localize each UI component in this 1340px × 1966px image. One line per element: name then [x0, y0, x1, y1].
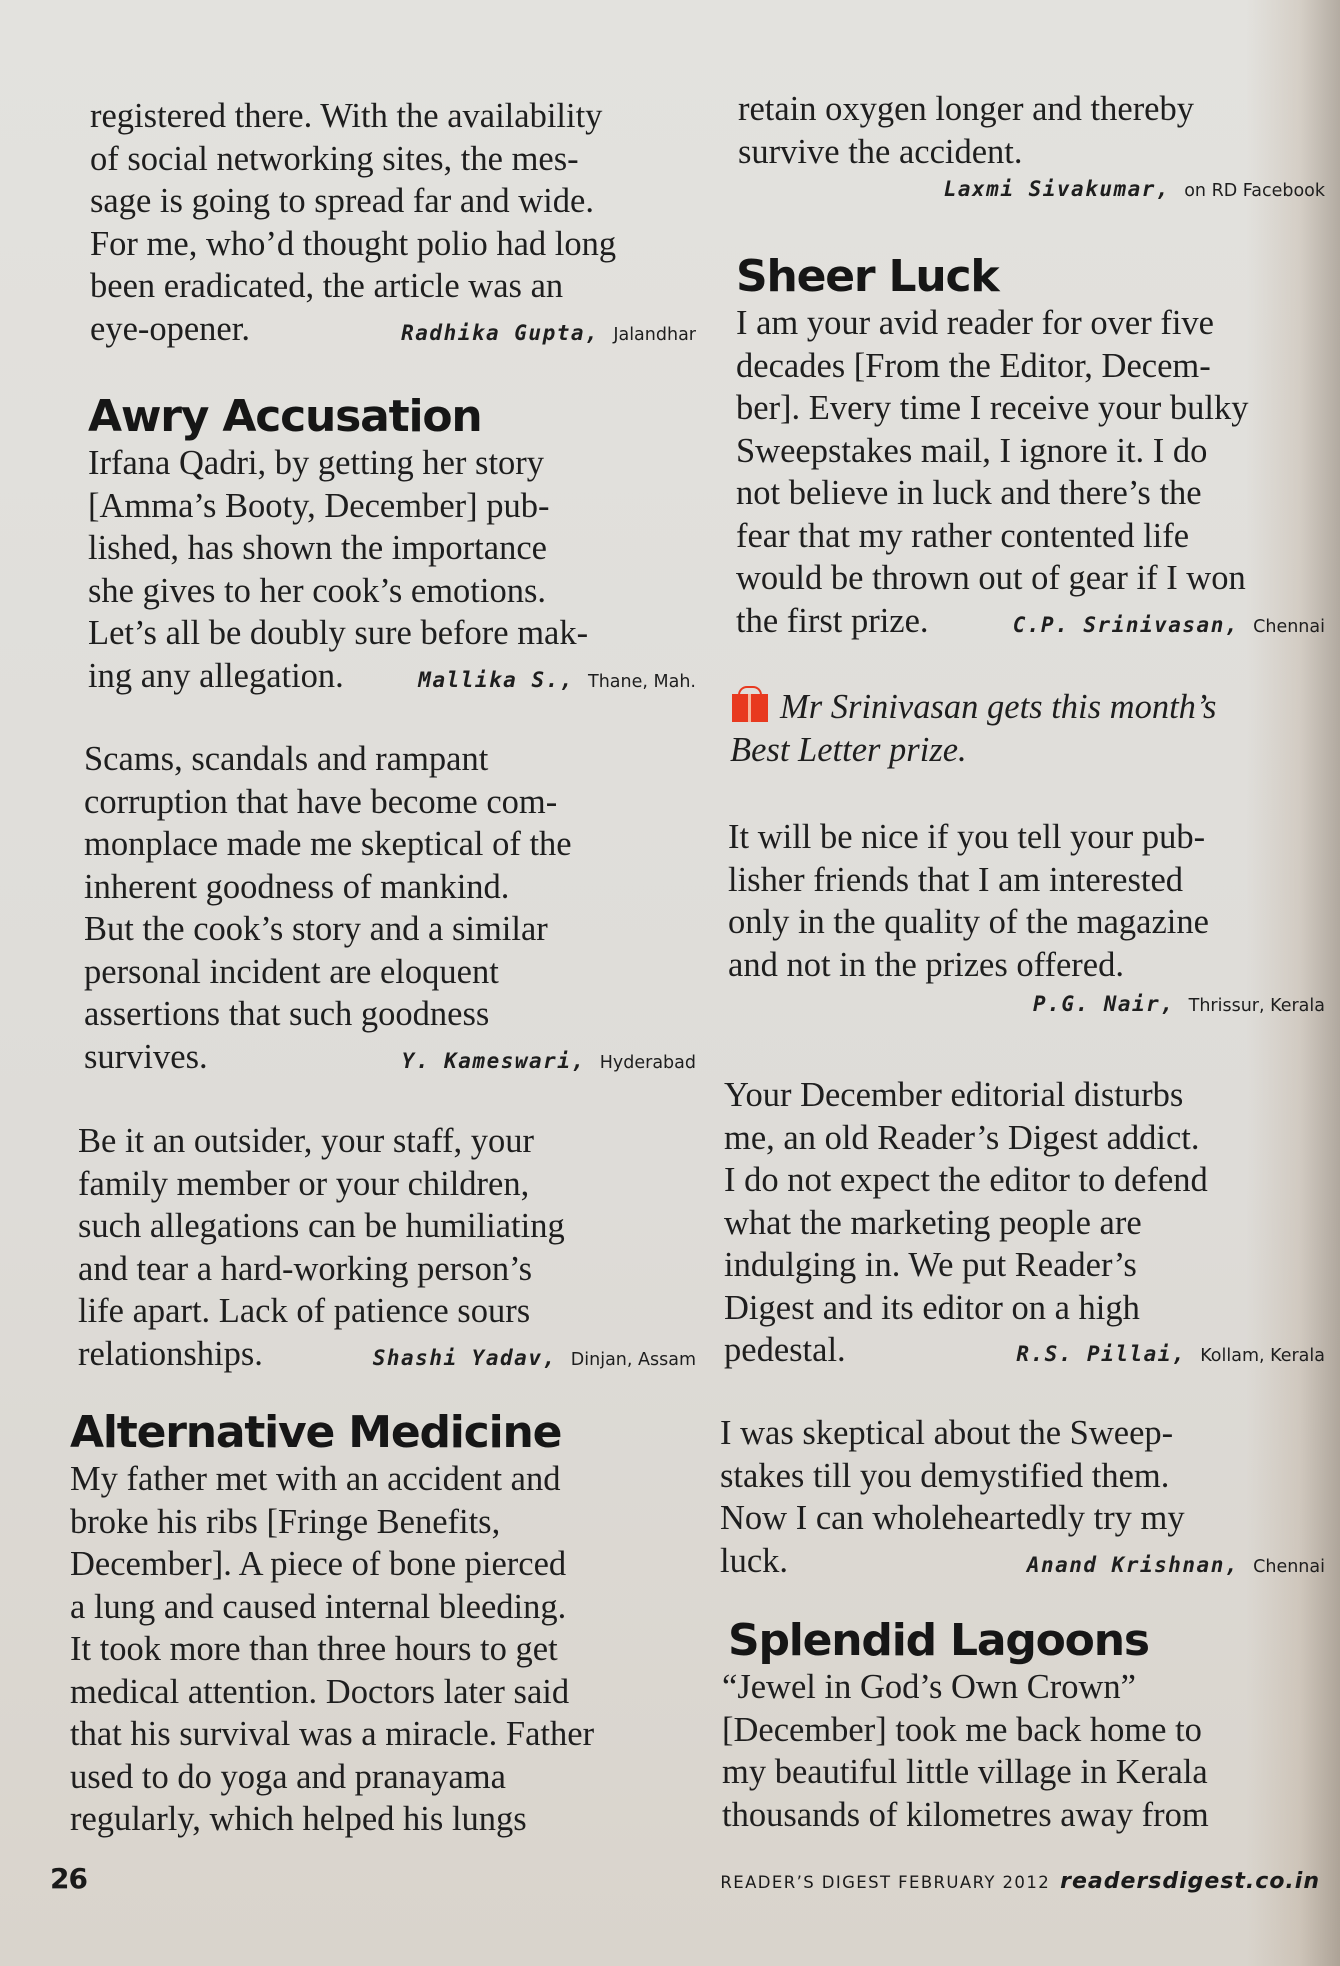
- letter-pg-nair: [728, 816, 1325, 1016]
- text-line: Let’s all be doubly sure before mak-: [88, 614, 589, 652]
- author-name: C.P. Srinivasan,: [1012, 612, 1239, 637]
- text-line: what the marketing people are: [724, 1203, 1142, 1242]
- footer-publication: [720, 1869, 1320, 1894]
- author-place: Jalandhar: [613, 324, 696, 345]
- text-line: and not in the prizes offered.: [728, 945, 1124, 984]
- text-line: I do not expect the editor to defend: [724, 1161, 1208, 1199]
- letter-anand-krishnan: [720, 1412, 1325, 1588]
- text-line-with-signature: [84, 1036, 696, 1085]
- text-line: lisher friends that I am interested: [728, 860, 1184, 899]
- text-line: I was skeptical about the Sweep-: [720, 1414, 1174, 1452]
- letter-body: [736, 302, 1325, 648]
- author-name: Radhika Gupta,: [401, 320, 600, 345]
- letter-signature: [401, 312, 696, 357]
- text-line: Scams, scandals and rampant: [84, 740, 489, 778]
- text-line: Be it an outsider, your staff, your: [78, 1122, 534, 1160]
- letter-signature: [373, 1337, 696, 1382]
- text-line: lished, has shown the importance: [88, 529, 547, 567]
- text-line: I am your avid reader for over five: [736, 304, 1214, 342]
- text-line: December]. A piece of bone pierced: [70, 1545, 567, 1583]
- letter-signature: [1016, 1333, 1325, 1378]
- text-line: she gives to her cook’s emotions.: [88, 571, 547, 610]
- text-line: It will be nice if you tell your pub-: [728, 818, 1206, 856]
- text-line: broke his ribs [Fringe Benefits,: [70, 1502, 501, 1541]
- letter-signature: [944, 177, 1325, 201]
- letter-body: [84, 738, 696, 1084]
- author-place: Chennai: [1253, 616, 1325, 637]
- author-name: Anand Krishnan,: [1026, 1552, 1239, 1577]
- text-line: [December] took me back home to: [722, 1710, 1202, 1749]
- text-line: assertions that such goodness: [84, 995, 490, 1033]
- text-line: Digest and its editor on a high: [724, 1288, 1140, 1327]
- text-line: ing any allegation.: [88, 656, 344, 695]
- letter-signature: [1033, 992, 1325, 1016]
- author-name: Mallika S.,: [418, 667, 574, 692]
- text-line: survives.: [84, 1037, 208, 1076]
- text-line: that his survival was a miracle. Father: [70, 1715, 595, 1753]
- section-heading: Sheer Luck: [736, 251, 999, 302]
- text-line: such allegations can be humiliating: [78, 1207, 565, 1245]
- text-line: Your December editorial disturbs: [724, 1076, 1184, 1114]
- text-line: indulging in. We put Reader’s: [724, 1246, 1137, 1284]
- letter-body: [70, 1458, 696, 1841]
- letter-body: [724, 1074, 1325, 1378]
- letter-body: [78, 1120, 696, 1381]
- text-line: “Jewel in God’s Own Crown”: [722, 1668, 1136, 1706]
- text-line: Irfana Qadri, by getting her story: [88, 444, 545, 482]
- author-place: Chennai: [1253, 1556, 1325, 1577]
- text-line: the first prize.: [736, 601, 929, 640]
- text-line: life apart. Lack of patience sours: [78, 1292, 531, 1330]
- text-line: not believe in luck and there’s the: [736, 474, 1202, 512]
- text-line: and tear a hard-working person’s: [78, 1249, 533, 1288]
- text-line: [Amma’s Booty, December] pub-: [88, 486, 550, 525]
- text-line-with-signature: [736, 600, 1325, 649]
- text-line-with-signature: [78, 1333, 696, 1382]
- letter-shashi-yadav: [78, 1120, 696, 1381]
- letter-body: [720, 1412, 1325, 1588]
- prize-line-1: Mr Srinivasan gets this month’s: [780, 688, 1217, 726]
- text-line: only in the quality of the magazine: [728, 903, 1209, 941]
- text-line-with-signature: [90, 308, 696, 357]
- author-name: Laxmi Sivakumar,: [943, 177, 1171, 201]
- text-line: For me, who’d thought polio had long: [90, 224, 617, 263]
- text-line: eye-opener.: [90, 309, 250, 348]
- author-place: Thane, Mah.: [588, 671, 696, 692]
- text-line-with-signature: [720, 1540, 1325, 1589]
- text-line: monplace made me skeptical of the: [84, 825, 572, 863]
- text-line: relationships.: [78, 1334, 263, 1373]
- text-line: corruption that have become com-: [84, 782, 558, 821]
- author-name: P.G. Nair,: [1033, 992, 1175, 1016]
- text-line: used to do yoga and pranayama: [70, 1757, 506, 1796]
- text-line: would be thrown out of gear if I won: [736, 559, 1246, 597]
- text-line: been eradicated, the article was an: [90, 267, 564, 305]
- author-name: R.S. Pillai,: [1016, 1342, 1187, 1366]
- text-line: stakes till you demystified them.: [720, 1456, 1170, 1495]
- text-line: a lung and caused internal bleeding.: [70, 1587, 567, 1626]
- text-line: of social networking sites, the mes-: [90, 139, 579, 178]
- page-number: 26: [50, 1862, 87, 1895]
- text-line: retain oxygen longer and thereby: [738, 90, 1194, 128]
- author-place: on RD Facebook: [1184, 181, 1325, 201]
- letter-signature: [1013, 604, 1325, 649]
- author-place: Hyderabad: [599, 1052, 696, 1073]
- text-line: But the cook’s story and a similar: [84, 910, 548, 948]
- section-heading: Awry Accusation: [88, 391, 482, 442]
- text-line: personal incident are eloquent: [84, 952, 499, 991]
- letter-y-kameswari: [84, 738, 696, 1084]
- text-line: registered there. With the availability: [90, 97, 603, 135]
- text-line: decades [From the Editor, Decem-: [736, 346, 1211, 385]
- website-url: readersdigest.co.in: [1060, 1869, 1320, 1894]
- text-line: Sweepstakes mail, I ignore it. I do: [736, 431, 1208, 470]
- letter-signature: [1027, 1544, 1325, 1589]
- text-line: family member or your children,: [78, 1164, 530, 1203]
- author-place: Thrissur, Kerala: [1188, 996, 1325, 1016]
- text-line: luck.: [720, 1541, 789, 1580]
- section-heading: Alternative Medicine: [70, 1407, 562, 1458]
- section-awry-accusation: [88, 392, 696, 703]
- text-line: ber]. Every time I receive your bulky: [736, 389, 1249, 427]
- text-line: my beautiful little village in Kerala: [722, 1753, 1208, 1791]
- text-line: Now I can wholeheartedly try my: [720, 1499, 1185, 1537]
- letter-body: [722, 1666, 1325, 1836]
- letter-body: [738, 88, 1325, 173]
- page-footer: [50, 1862, 1320, 1902]
- letter-body: [88, 442, 696, 703]
- prize-line-2: Best Letter prize.: [730, 730, 967, 769]
- signature-row: [728, 992, 1325, 1016]
- text-line: regularly, which helped his lungs: [70, 1800, 527, 1838]
- prize-note-text: [730, 686, 1325, 771]
- gift-icon: [730, 686, 770, 722]
- text-line: survive the accident.: [738, 132, 1023, 171]
- author-place: Kollam, Kerala: [1200, 1346, 1325, 1366]
- author-place: Dinjan, Assam: [570, 1349, 696, 1370]
- text-line: thousands of kilometres away from: [722, 1795, 1209, 1834]
- letter-laxmi-sivakumar: [738, 88, 1325, 201]
- text-line-with-signature: [724, 1329, 1325, 1378]
- section-splendid-lagoons: [722, 1615, 1325, 1836]
- text-line: My father met with an accident and: [70, 1460, 561, 1498]
- text-line: pedestal.: [724, 1331, 846, 1369]
- section-alternative-medicine: [70, 1408, 696, 1841]
- signature-row: [738, 177, 1325, 201]
- letter-body: [90, 95, 696, 356]
- text-line: sage is going to spread far and wide.: [90, 182, 594, 220]
- letter-rs-pillai: [724, 1074, 1325, 1378]
- text-line: me, an old Reader’s Digest addict.: [724, 1118, 1200, 1157]
- section-heading: Splendid Lagoons: [728, 1615, 1149, 1666]
- letter-radhika-gupta: [90, 95, 696, 356]
- best-letter-prize-note: [730, 686, 1325, 771]
- magazine-issue: READER’S DIGEST FEBRUARY 2012: [720, 1873, 1051, 1892]
- letter-body: [728, 816, 1325, 986]
- letter-signature: [402, 1040, 696, 1085]
- author-name: Y. Kameswari,: [401, 1048, 586, 1073]
- text-line: medical attention. Doctors later said: [70, 1672, 570, 1711]
- text-line: fear that my rather contented life: [736, 516, 1190, 555]
- letter-signature: [418, 659, 696, 704]
- text-line: It took more than three hours to get: [70, 1630, 558, 1668]
- author-name: Shashi Yadav,: [372, 1345, 557, 1370]
- section-sheer-luck: [736, 252, 1325, 648]
- text-line-with-signature: [88, 655, 696, 704]
- text-line: inherent goodness of mankind.: [84, 867, 510, 906]
